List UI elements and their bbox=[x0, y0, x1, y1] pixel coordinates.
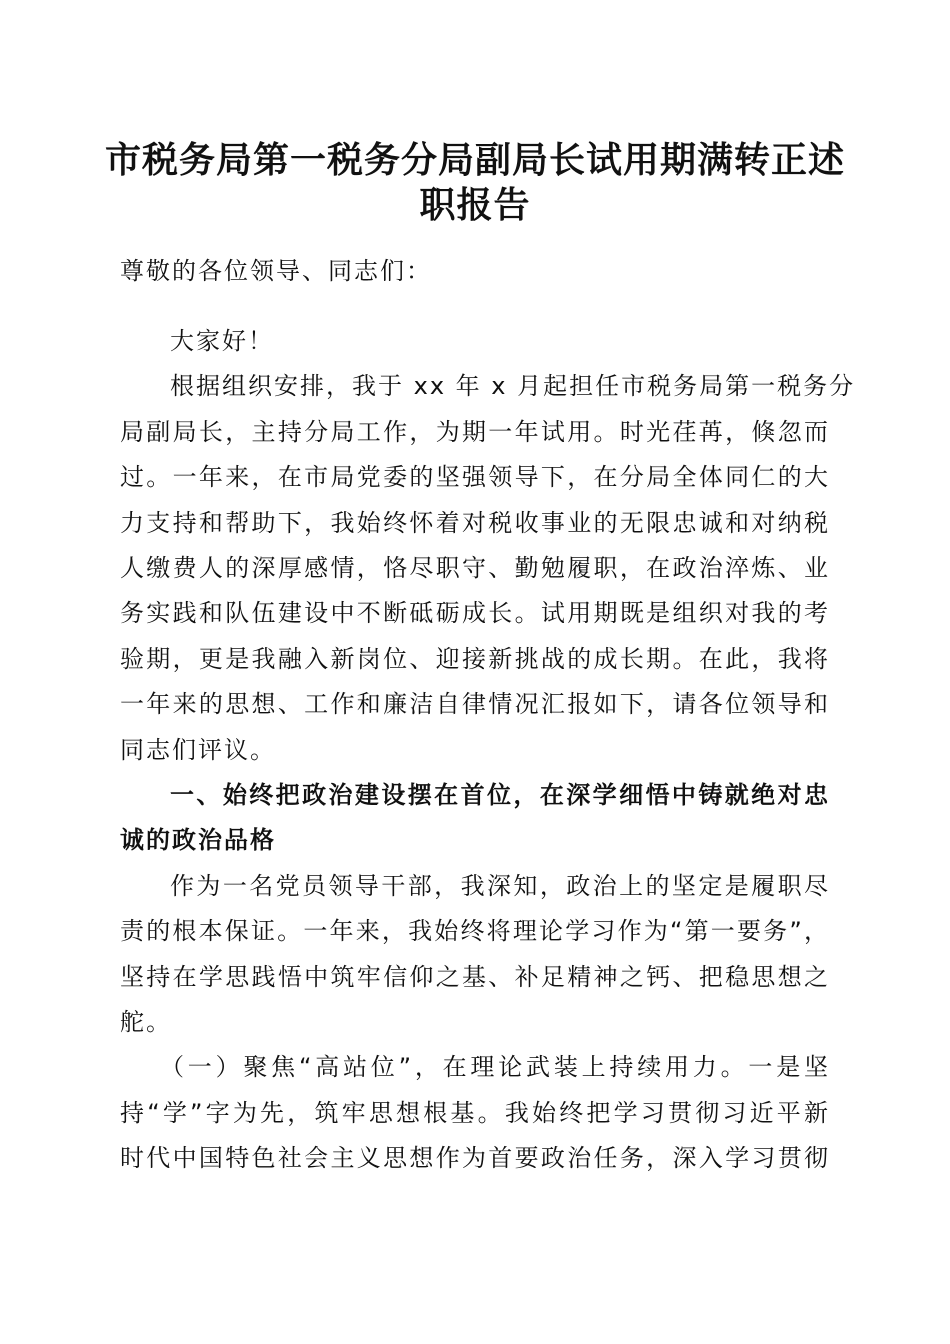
paragraph-line: 力支持和帮助下，我始终怀着对税收事业的无限忠诚和对纳税 bbox=[120, 509, 830, 537]
document-title-line-1: 市税务局第一税务分局副局长试用期满转正述 bbox=[104, 139, 845, 181]
document-title-line-2: 职报告 bbox=[419, 184, 531, 226]
paragraph-line: 责的根本保证。一年来，我始终将理论学习作为“第一要务”， bbox=[120, 917, 830, 945]
paragraph-line: 局副局长，主持分局工作，为期一年试用。时光荏苒，倏忽而 bbox=[120, 418, 830, 446]
paragraph-line: 务实践和队伍建设中不断砥砺成长。试用期既是组织对我的考 bbox=[120, 599, 830, 627]
salutation: 尊敬的各位领导、同志们： bbox=[120, 257, 432, 285]
paragraph-line: 同志们评议。 bbox=[120, 736, 276, 764]
paragraph-line: 根据组织安排，我于 xx 年 x 月起担任市税务局第一税务分 bbox=[170, 372, 856, 400]
paragraph-line: 坚持在学思践悟中筑牢信仰之基、补足精神之钙、把稳思想之 bbox=[120, 963, 830, 991]
paragraph-line: 持“学”字为先，筑牢思想根基。我始终把学习贯彻习近平新 bbox=[120, 1099, 830, 1127]
paragraph-line: （一）聚焦“高站位”，在理论武装上持续用力。一是坚 bbox=[160, 1053, 830, 1081]
section-heading-line: 一、始终把政治建设摆在首位，在深学细悟中铸就绝对忠 bbox=[170, 781, 830, 809]
paragraph-line: 作为一名党员领导干部，我深知，政治上的坚定是履职尽 bbox=[170, 872, 830, 900]
paragraph-line: 过。一年来，在市局党委的坚强领导下，在分局全体同仁的大 bbox=[120, 463, 830, 491]
paragraph-line: 舵。 bbox=[120, 1008, 172, 1036]
paragraph-line: 时代中国特色社会主义思想作为首要政治任务，深入学习贯彻 bbox=[120, 1144, 830, 1172]
paragraph-line: 人缴费人的深厚感情，恪尽职守、勤勉履职，在政治淬炼、业 bbox=[120, 554, 830, 582]
paragraph-line: 一年来的思想、工作和廉洁自律情况汇报如下，请各位领导和 bbox=[120, 690, 830, 718]
section-heading-line: 诚的政治品格 bbox=[120, 826, 276, 854]
greeting: 大家好！ bbox=[170, 327, 274, 355]
paragraph-line: 验期，更是我融入新岗位、迎接新挑战的成长期。在此，我将 bbox=[120, 645, 830, 673]
